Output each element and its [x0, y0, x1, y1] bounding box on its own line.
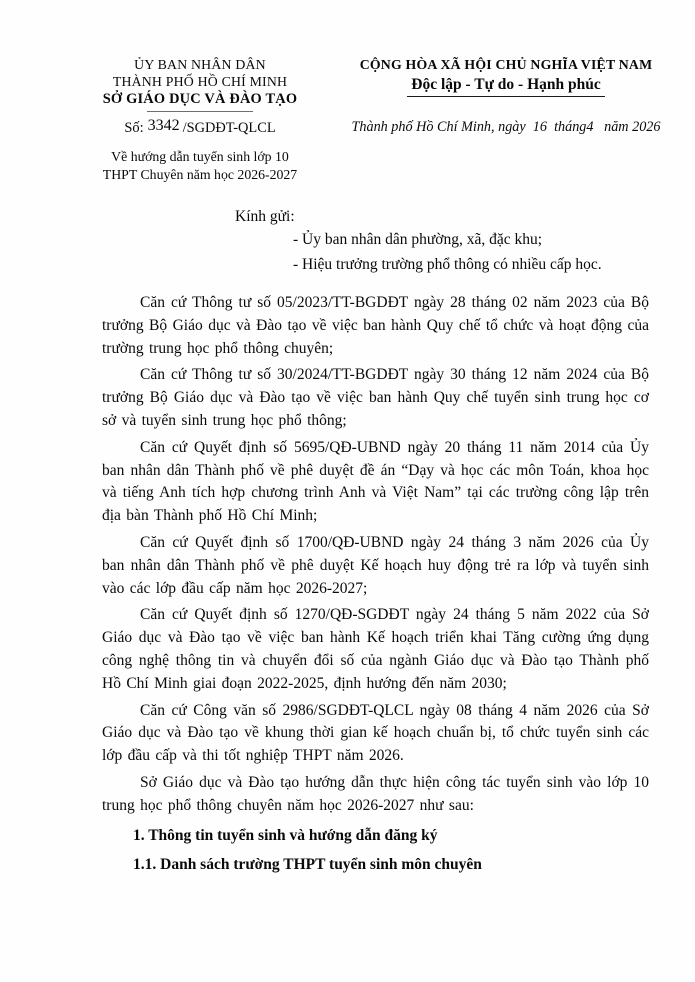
section-heading-1-1: 1.1. Danh sách trường THPT tuyển sinh môn chuyên: [133, 856, 482, 874]
national-republic-title: CỘNG HÒA XÃ HỘI CHỦ NGHĨA VIỆT NAM: [359, 57, 653, 72]
document-number-line: [66, 116, 334, 137]
issuer-org-name: SỞ GIÁO DỤC VÀ ĐÀO TẠO: [102, 91, 298, 107]
national-heading-block: [338, 56, 674, 183]
document-subject-line1: Về hướng dẫn tuyển sinh lớp 10: [111, 149, 289, 164]
basis-paragraph: Căn cứ Quyết định số 5695/QĐ-UBND ngày 20 tháng 11 năm 2014 của Ủy ban nhân dân Thành phố về phê duyệt đề án “Dạy và học các môn Toán, khoa học và tiếng Anh tích hợp chương trình Anh và Việt Nam” tại các trường công lập trên địa bàn Thành phố Hồ Chí Minh;: [102, 438, 649, 525]
document-subject: [66, 148, 334, 183]
basis-paragraph: Căn cứ Thông tư số 30/2024/TT-BGDĐT ngày 30 tháng 12 năm 2024 của Bộ trưởng Bộ Giáo dục và Đào tạo về việc ban hành Quy chế tuyển sinh trung học cơ sở và tuyển sinh trung học phổ thông;: [102, 366, 649, 429]
recipient-item: - Ủy ban nhân dân phường, xã, đặc khu;: [293, 231, 543, 248]
recipient-item: - Hiệu trưởng trường phổ thông có nhiều cấp học.: [293, 255, 602, 273]
issuer-underline-rule: [147, 111, 253, 112]
basis-paragraph: Căn cứ Quyết định số 1700/QĐ-UBND ngày 24 tháng 3 năm 2026 của Ủy ban nhân dân Thành phố về phê duyệt Kế hoạch huy động trẻ ra lớp và tuyển sinh vào các lớp đầu cấp năm học 2026-2027;: [102, 533, 649, 597]
document-number-label: Số:: [124, 120, 144, 136]
place-date-line: Thành phố Hồ Chí Minh, ngày 16 tháng4 năm 2026: [351, 119, 661, 135]
document-subject-line2: THPT Chuyên năm học 2026-2027: [102, 166, 298, 182]
section-heading-1: 1. Thông tin tuyển sinh và hướng dẫn đăng ký: [133, 826, 438, 844]
issuer-parent-org-line2: THÀNH PHỐ HỒ CHÍ MINH: [112, 74, 288, 89]
basis-paragraph: Căn cứ Quyết định số 1270/QĐ-SGDĐT ngày 24 tháng 5 năm 2022 của Sở Giáo dục và Đào tạo về việc ban hành Kế hoạch triển khai Tăng cường ứng dụng công nghệ thông tin và chuyển đổi số của ngành Giáo dục và Đào tạo Thành phố Hồ Chí Minh giai đoạn 2022-2025, định hướng đến năm 2030;: [102, 606, 649, 692]
letter-body: [102, 292, 649, 877]
document-number-suffix: /SGDĐT-QLCL: [182, 120, 276, 136]
issuer-parent-org-line1: ỦY BAN NHÂN DÂN: [134, 57, 266, 72]
document-number-value: 3342: [147, 116, 180, 134]
salutation: Kính gửi:: [235, 208, 295, 225]
letter-header: [0, 0, 695, 183]
national-motto: Độc lập - Tự do - Hạnh phúc: [407, 75, 604, 97]
intro-paragraph: Sở Giáo dục và Đào tạo hướng dẫn thực hiện công tác tuyển sinh vào lớp 10 trung học phổ thông chuyên năm học 2026-2027 như sau:: [102, 773, 649, 814]
basis-paragraph: Căn cứ Thông tư số 05/2023/TT-BGDĐT ngày 28 tháng 02 năm 2023 của Bộ trưởng Bộ Giáo dục và Đào tạo về việc ban hành Quy chế tổ chức và hoạt động của trường trung học phổ thông chuyên;: [102, 294, 649, 357]
basis-paragraph: Căn cứ Công văn số 2986/SGDĐT-QLCL ngày 08 tháng 4 năm 2026 của Sở Giáo dục và Đào tạo về khung thời gian kế hoạch chuẩn bị, tổ chức tuyển sinh các lớp đầu cấp và thi tốt nghiệp THPT năm 2026.: [102, 701, 649, 765]
issuer-block: [66, 56, 334, 183]
national-motto-wrap: [338, 75, 674, 97]
recipients-block: [0, 206, 695, 277]
